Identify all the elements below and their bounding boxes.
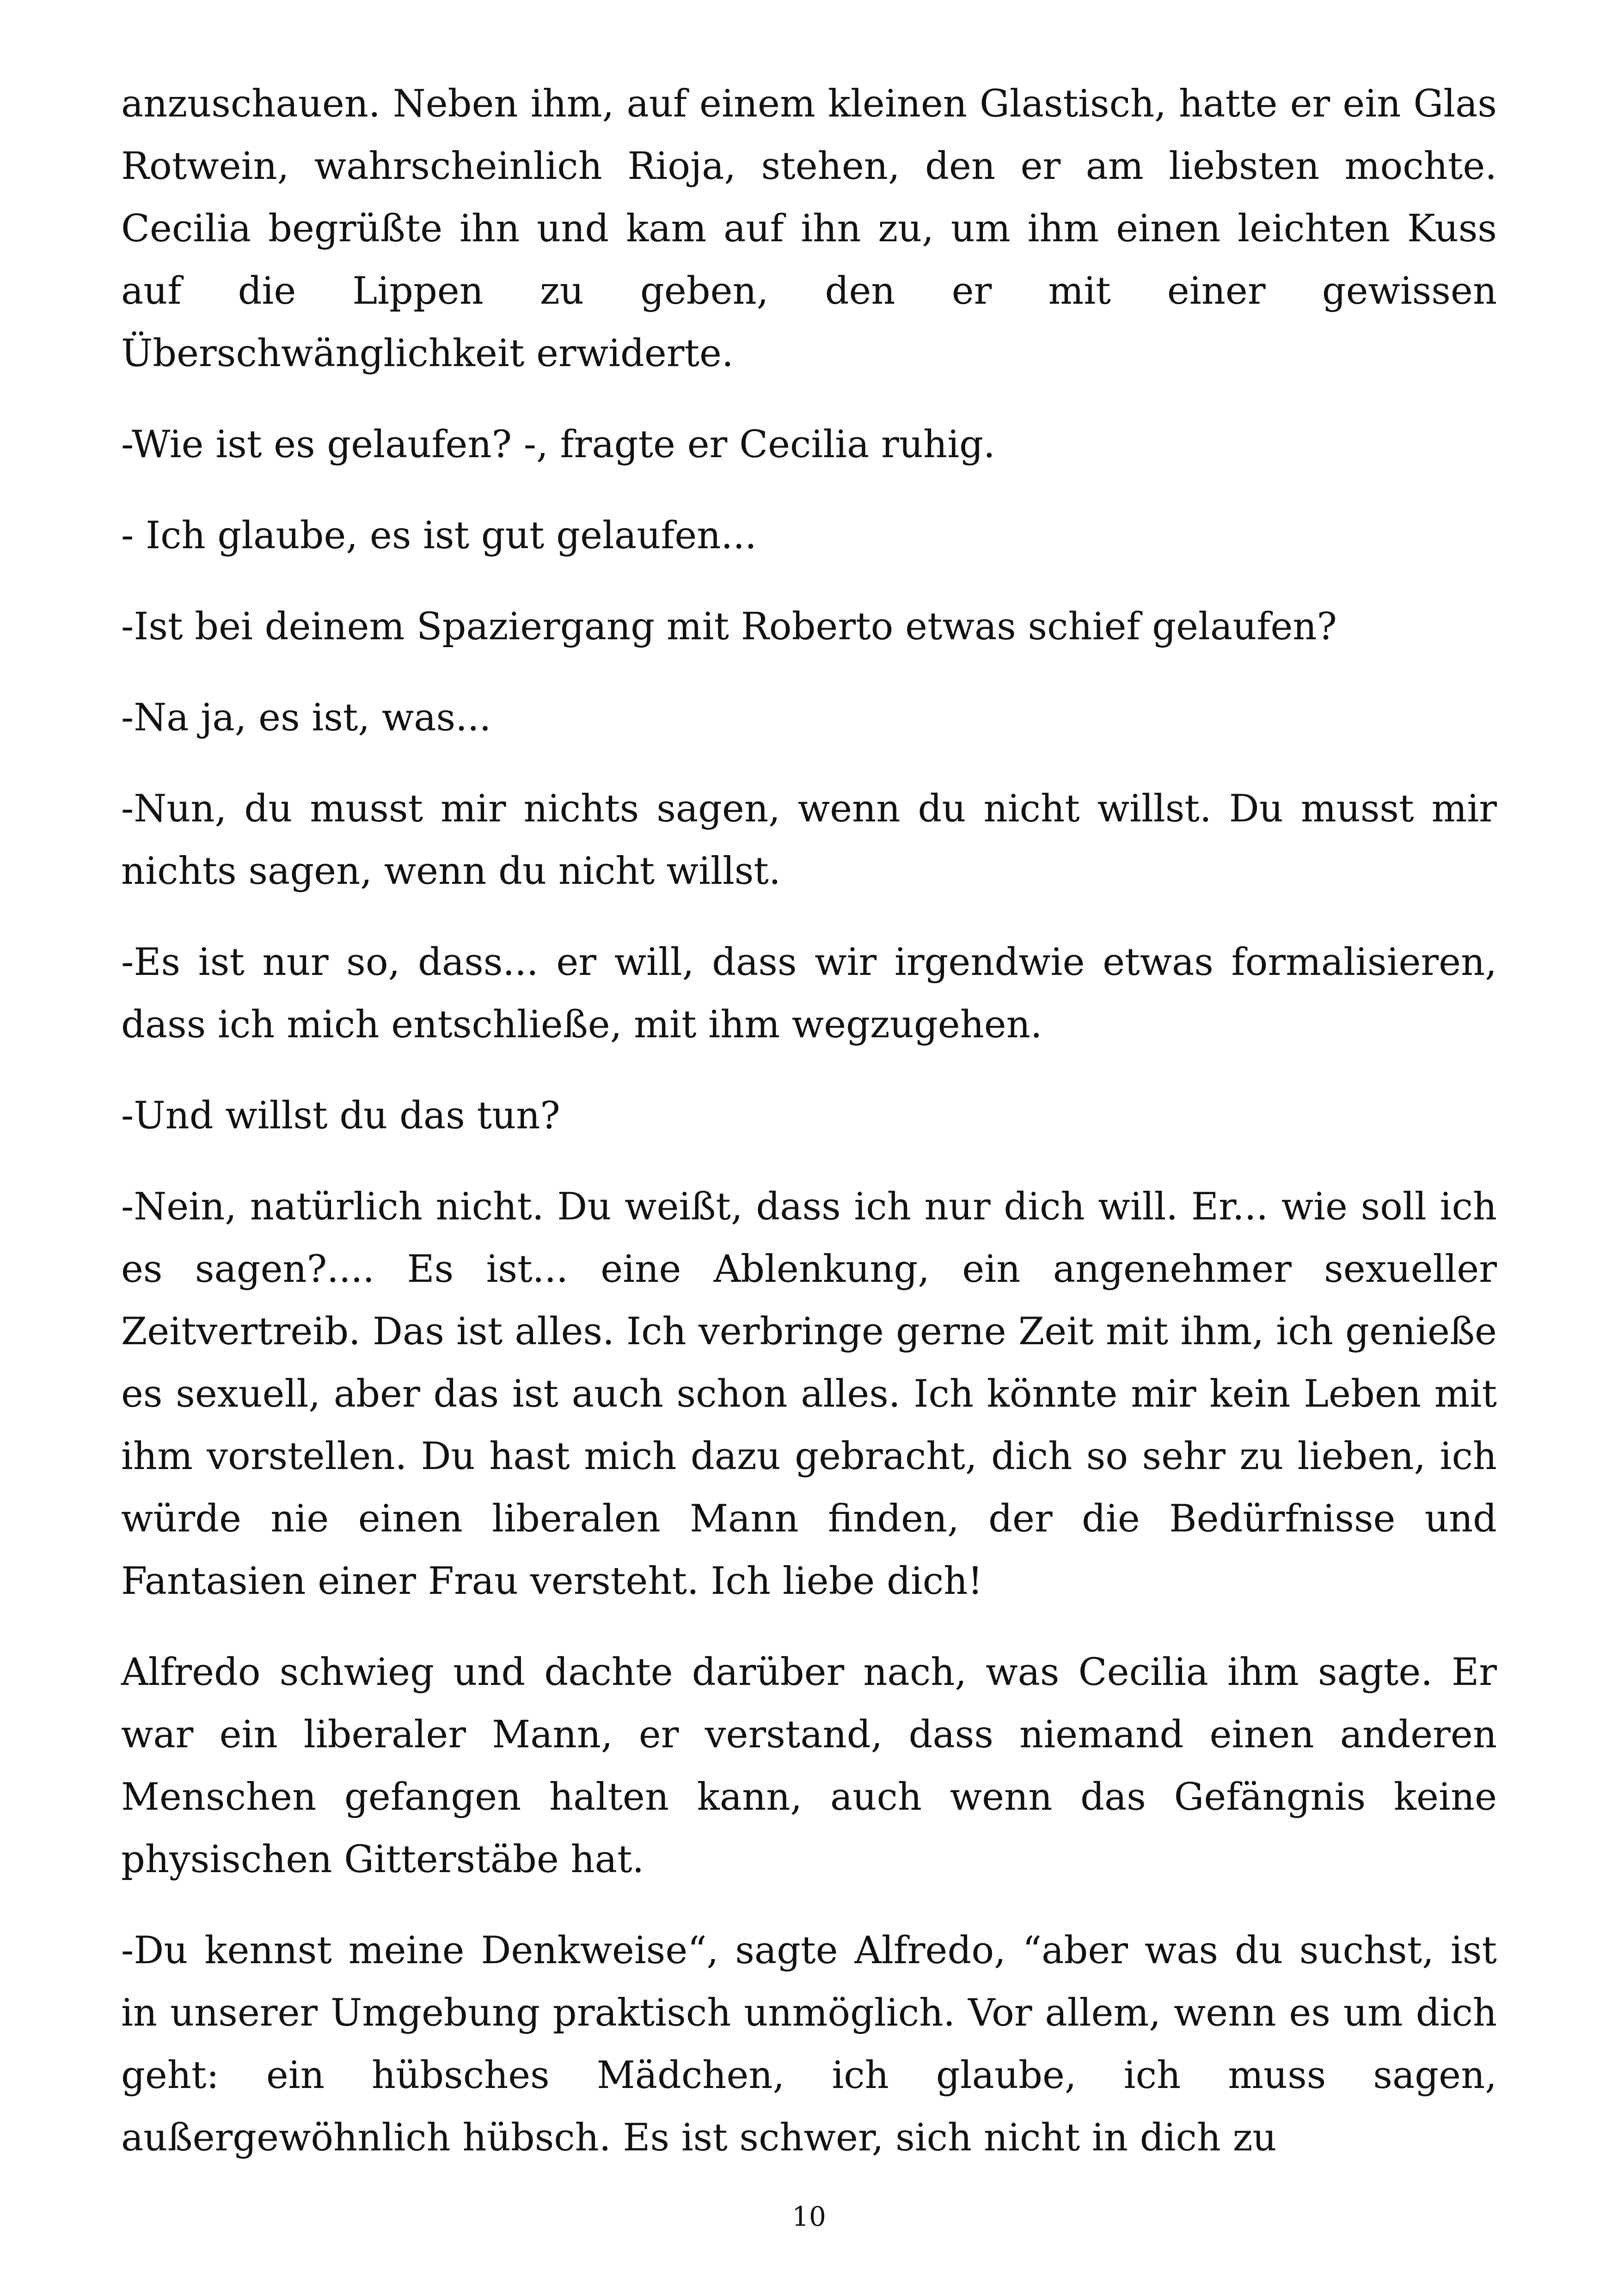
paragraph: -Nun, du musst mir nichts sagen, wenn du nicht willst. Du musst mir nichts sagen, wenn du nicht willst. — [121, 787, 1497, 893]
paragraph: -Du kennst meine Denkweise“, sagte Alfredo, “aber was du suchst, ist in unserer Umgebung praktisch unmöglich. Vor allem, wenn es um dich geht: ein hübsches Mädchen, ich glaube, ich muss sagen, außergewöhnlich hübsch. Es ist schwer, sich nicht in dich zu — [121, 1929, 1497, 2160]
paragraph: -Und willst du das tun? — [121, 1094, 560, 1138]
paragraph: -Wie ist es gelaufen? -, fragte er Cecilia ruhig. — [121, 423, 995, 466]
paragraph: -Es ist nur so, dass... er will, dass wir irgendwie etwas formalisieren, dass ich mich entschließe, mit ihm wegzugehen. — [121, 941, 1497, 1047]
body-text — [121, 73, 1497, 2198]
paragraph: Alfredo schwieg und dachte darüber nach, was Cecilia ihm sagte. Er war ein liberaler Mann, er verstand, dass niemand einen anderen Menschen gefangen halten kann, auch wenn das Gefängnis keine physischen Gitterstäbe hat. — [121, 1651, 1497, 1881]
page-number: 10 — [792, 2201, 826, 2232]
paragraph: anzuschauen. Neben ihm, auf einem kleinen Glastisch, hatte er ein Glas Rotwein, wahrscheinlich Rioja, stehen, den er am liebsten mochte. Cecilia begrüßte ihn und kam auf ihn zu, um ihm einen leichten Kuss auf die Lippen zu geben, den er mit einer gewissen Überschwänglichkeit erwiderte. — [121, 82, 1497, 375]
paragraph: -Nein, natürlich nicht. Du weißt, dass ich nur dich will. Er... wie soll ich es sagen?.... Es ist... eine Ablenkung, ein angenehmer sexueller Zeitvertreib. Das ist alles. Ich verbringe gerne Zeit mit ihm, ich genieße es sexuell, aber das ist auch schon alles. Ich könnte mir kein Leben mit ihm vorstellen. Du hast mich dazu gebracht, dich so sehr zu lieben, ich würde nie einen liberalen Mann finden, der die Bedürfnisse und Fantasien einer Frau versteht. Ich liebe dich! — [121, 1185, 1497, 1603]
paragraph: -Na ja, es ist, was... — [121, 696, 491, 740]
paragraph: - Ich glaube, es ist gut gelaufen... — [121, 514, 757, 557]
paragraph: -Ist bei deinem Spaziergang mit Roberto etwas schief gelaufen? — [121, 605, 1337, 649]
